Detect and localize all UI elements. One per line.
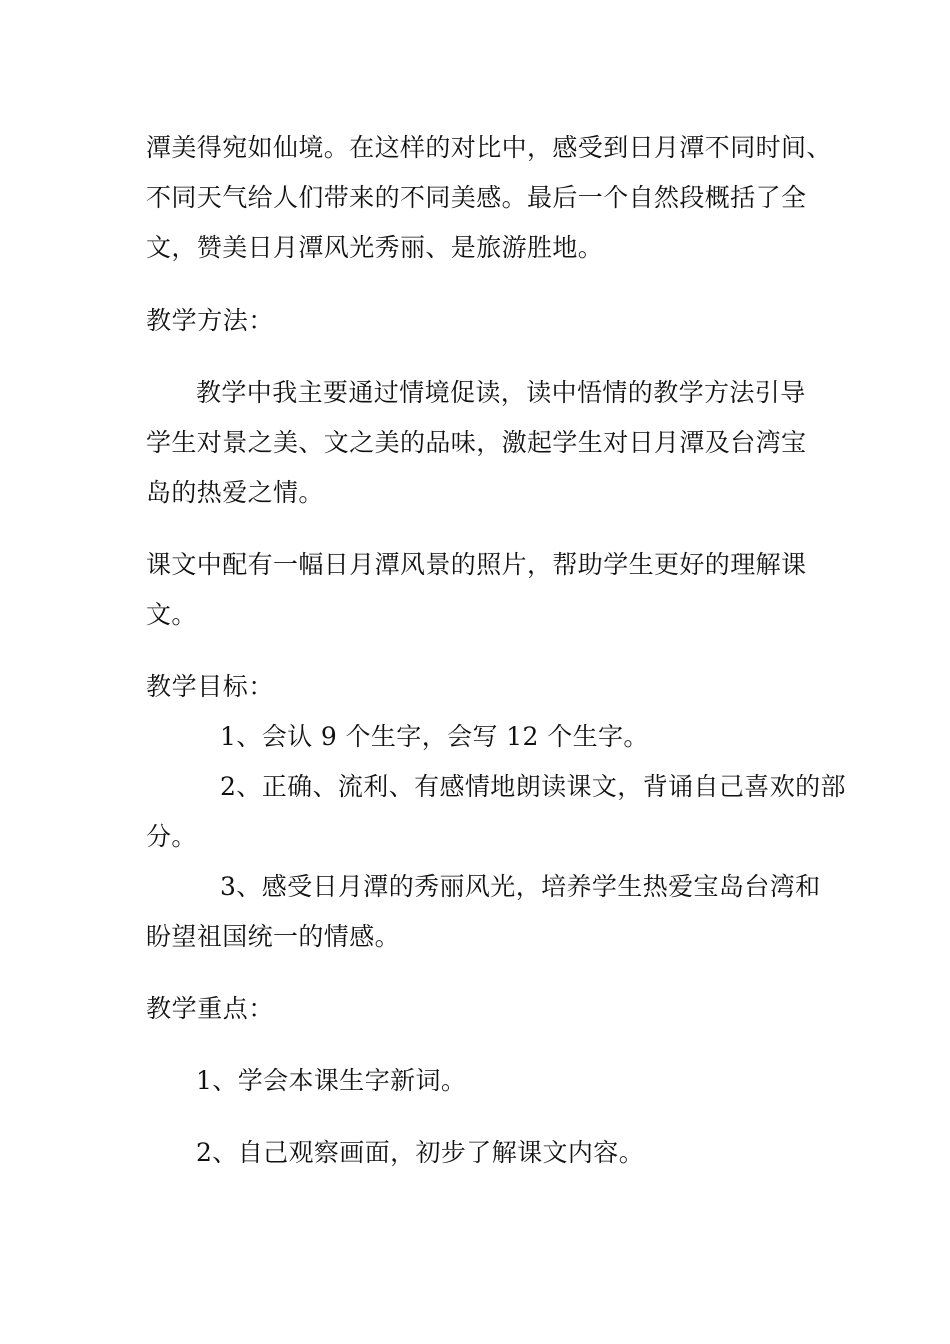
- intro-line-3: 文，赞美日月潭风光秀丽、是旅游胜地。: [146, 233, 604, 262]
- focus-item-2: 2、自己观察画面，初步了解课文内容。: [196, 1138, 645, 1167]
- goals-heading: 教学目标：: [146, 672, 275, 701]
- goal-item-3-line-2: 盼望祖国统一的情感。: [146, 922, 401, 951]
- focus-heading: 教学重点：: [146, 994, 275, 1023]
- focus-item-1: 1、学会本课生字新词。: [196, 1066, 467, 1095]
- intro-line-2: 不同天气给人们带来的不同美感。最后一个自然段概括了全: [146, 183, 807, 212]
- goal-item-2-line-1: 2、正确、流利、有感情地朗读课文，背诵自己喜欢的部: [220, 772, 846, 801]
- method-heading: 教学方法：: [146, 306, 275, 335]
- goal-item-2-line-2: 分。: [146, 822, 197, 851]
- method-line-1: 教学中我主要通过情境促读，读中悟情的教学方法引导: [196, 378, 806, 407]
- goal-item-3-line-1: 3、感受日月潭的秀丽风光，培养学生热爱宝岛台湾和: [220, 872, 821, 901]
- photo-line-1: 课文中配有一幅日月潭风景的照片，帮助学生更好的理解课: [146, 550, 807, 579]
- intro-line-1: 潭美得宛如仙境。在这样的对比中，感受到日月潭不同时间、: [146, 133, 832, 162]
- goal-item-1: 1、会认 9 个生字，会写 12 个生字。: [220, 722, 649, 751]
- photo-line-2: 文。: [146, 600, 197, 629]
- method-line-3: 岛的热爱之情。: [146, 478, 324, 507]
- method-line-2: 学生对景之美、文之美的品味，激起学生对日月潭及台湾宝: [146, 428, 807, 457]
